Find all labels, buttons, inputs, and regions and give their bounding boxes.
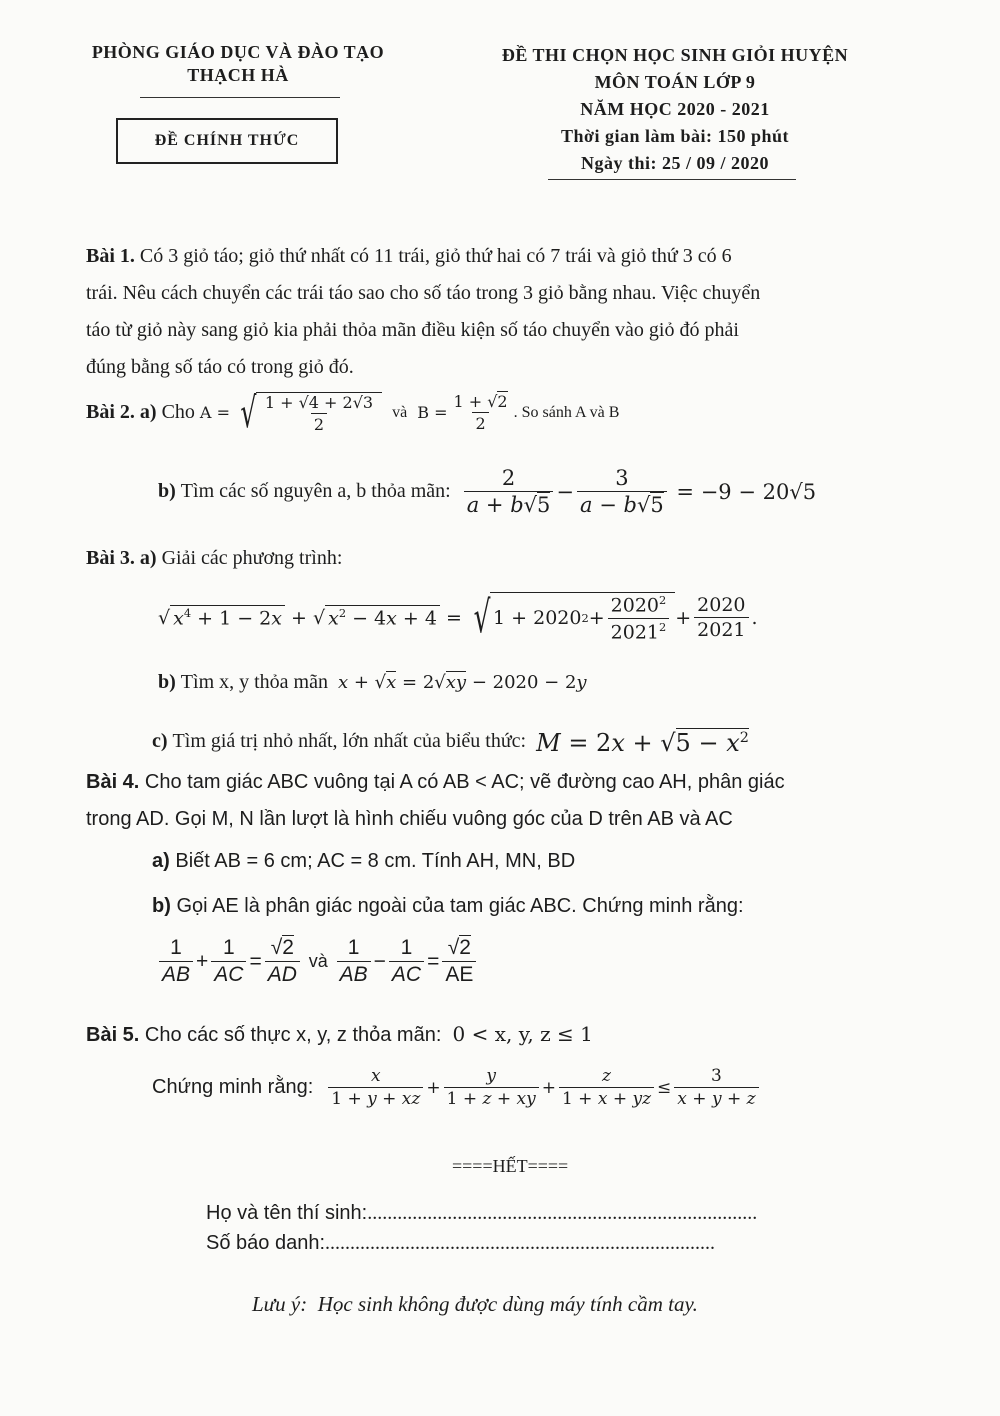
exam-title: ĐỀ THI CHỌN HỌC SINH GIỎI HUYỆN <box>501 45 849 65</box>
problem-2a-label: a) <box>139 401 157 423</box>
problem-1-line-2: trái. Nêu cách chuyển các trái táo sao cho số táo trong 3 giỏ bằng nhau. Việc chuyển <box>86 282 761 304</box>
school-year: NĂM HỌC 2020 - 2021 <box>580 99 770 119</box>
problem-2a <box>86 388 619 437</box>
problem-3a-label: a) <box>139 547 157 569</box>
problem-4b-label: b) <box>152 895 171 917</box>
candidate-name-label: Họ và tên thí sinh: <box>206 1202 368 1224</box>
problem-5-label: Bài 5. <box>86 1024 140 1046</box>
header-divider-right <box>548 179 796 180</box>
formula-3b: x + √x = 2√xy − 2020 − 2y <box>338 672 587 693</box>
official-label: ĐỀ CHÍNH THỨC <box>116 118 338 164</box>
problem-4a-text: Biết AB = 6 cm; AC = 8 cm. Tính AH, MN, BD <box>175 850 576 872</box>
problem-4-line-2: trong AD. Gọi M, N lần lượt là hình chiếu vuông góc của D trên AB và AC <box>86 808 733 830</box>
problem-4 <box>86 764 785 838</box>
note <box>252 1292 698 1317</box>
note-label: Lưu ý: <box>252 1292 308 1316</box>
problem-2b-label: b) <box>158 480 176 502</box>
problem-3c-label: c) <box>152 729 168 752</box>
formula-3a: √ $x^4 + 1 - 2x$ + √ $x^2 - 4x + 4$ = √ 1 + 2020 2 + $\frac{2020^2}{2021^2}$ + $\frac{2020}{2021}$ . <box>158 592 758 643</box>
formula-B: B = $\frac{1 + √2}{2}$ <box>417 392 508 433</box>
candidate-id-label: Số báo danh: <box>206 1232 325 1254</box>
problem-3c-text: Tìm giá trị nhỏ nhất, lớn nhất của biểu thức: <box>172 729 527 752</box>
problem-3b-text: Tìm x, y thỏa mãn <box>180 671 328 693</box>
problem-3c <box>152 720 749 762</box>
candidate-id-line <box>206 1232 826 1255</box>
problem-3b-label: b) <box>158 671 176 693</box>
formula-3c: $M = 2x + √5 - x^2$ <box>536 729 749 757</box>
problem-1-line-4: đúng bằng số táo có trong giỏ đó. <box>86 356 354 378</box>
problem-4b-text: Gọi AE là phân giác ngoài của tam giác ABC. Chứng minh rằng: <box>176 895 744 917</box>
department-line-1: PHÒNG GIÁO DỤC VÀ ĐÀO TẠO <box>91 42 385 62</box>
problem-4b <box>152 888 744 925</box>
problem-2a-tail: . So sánh A và B <box>513 403 620 421</box>
problem-4-line-1: Cho tam giác ABC vuông tại A có AB < AC; vẽ đường cao AH, phân giác <box>139 771 785 793</box>
note-text: Học sinh không được dùng máy tính cầm tay. <box>317 1292 698 1316</box>
problem-5 <box>86 1016 593 1054</box>
department-name <box>60 42 416 86</box>
problem-3-label: Bài 3. <box>86 547 135 569</box>
formula-A: A = √ $\frac{1 + √4 + 2√3}{2}$ <box>200 388 382 437</box>
exam-subject: MÔN TOÁN LỚP 9 <box>594 72 756 92</box>
problem-5-prove-label: Chứng minh rằng: <box>152 1076 314 1098</box>
problem-1-line-3: táo từ giỏ này sang giỏ kia phải thỏa mãn điều kiện số táo chuyển vào giỏ đó phải <box>86 319 739 341</box>
problem-2a-text: Cho <box>161 401 195 423</box>
problem-3a <box>86 540 342 577</box>
problem-1 <box>86 238 760 386</box>
problem-2b <box>158 466 816 517</box>
formula-2b-rhs: = −9 − 20√5 <box>676 479 817 504</box>
formula-2b: $\frac{2}{a + b√5}$ − $\frac{3}{a - b√5}$ = −9 − 20√5 <box>461 466 816 517</box>
department-line-2: THẠCH HÀ <box>187 65 289 85</box>
problem-5-condition: 0 < x, y, z ≤ 1 <box>452 1022 593 1046</box>
problem-1-label: Bài 1. <box>86 245 135 267</box>
formula-5: $\frac{x}{1 + y + xz}$ + $\frac{y}{1 + z + xy}$ + $\frac{z}{1 + x + yz}$ ≤ $\frac{3}{x + y + z}$ <box>325 1066 761 1109</box>
formula-4b: $\frac{1}{AB}$ + $\frac{1}{AC}$ = $\frac{√2}{AD}$ và $\frac{1}{AB}$ − $\frac{1}{AC}$ = $\frac{√2}{AE}$ <box>156 936 479 987</box>
formula-4b-and: và <box>308 951 328 971</box>
problem-2b-text: Tìm các số nguyên a, b thỏa mãn: <box>180 480 451 502</box>
header-divider-left <box>140 97 340 98</box>
problem-5-prove <box>152 1066 762 1109</box>
problem-4a <box>152 843 575 880</box>
end-marker: ====HẾT==== <box>452 1156 569 1176</box>
candidate-name-line <box>206 1202 826 1225</box>
candidate-name-dots: .............................................................................. <box>367 1202 758 1224</box>
exam-date: Ngày thi: 25 / 09 / 2020 <box>580 153 769 173</box>
problem-3b <box>158 664 587 701</box>
candidate-id-dots: .............................................................................. <box>325 1232 715 1254</box>
problem-1-line-1: Có 3 giỏ táo; giỏ thứ nhất có 11 trái, giỏ thứ hai có 7 trái và giỏ thứ 3 có 6 <box>134 245 732 267</box>
problem-2-label: Bài 2. <box>86 401 135 423</box>
problem-4a-label: a) <box>152 850 170 872</box>
problem-3a-text: Giải các phương trình: <box>161 547 343 569</box>
exam-duration: Thời gian làm bài: 150 phút <box>560 126 790 146</box>
problem-5-text: Cho các số thực x, y, z thỏa mãn: <box>139 1024 442 1046</box>
problem-2a-and: và <box>392 403 408 421</box>
problem-4-label: Bài 4. <box>86 771 140 793</box>
exam-header <box>455 42 895 177</box>
